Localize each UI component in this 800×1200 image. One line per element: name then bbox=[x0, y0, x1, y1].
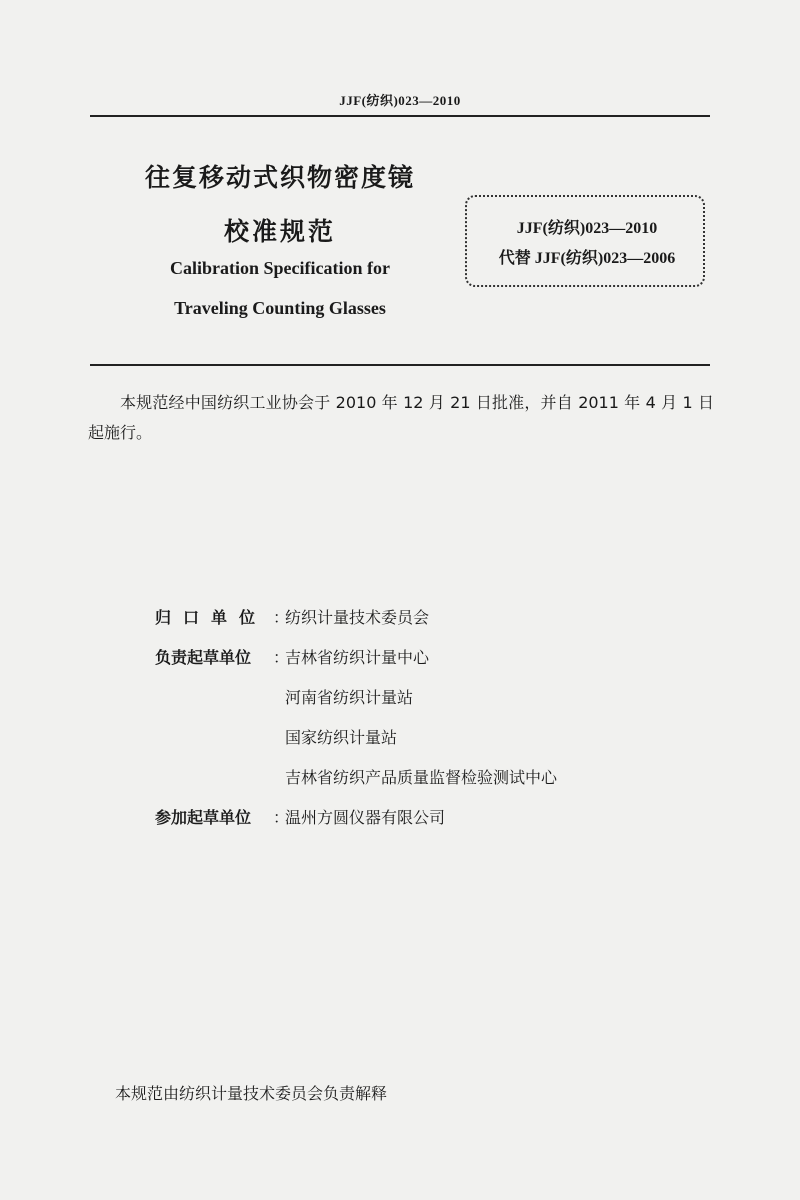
standard-code-box bbox=[465, 195, 705, 287]
unit-value-fz: 国家纺织计量站 bbox=[285, 728, 398, 747]
header-rule bbox=[90, 115, 710, 117]
title-chinese-line1: 往复移动式织物密度镜 bbox=[144, 163, 415, 192]
unit-colon: ： bbox=[273, 808, 290, 827]
unit-row-fz-1 bbox=[155, 645, 675, 685]
unit-value-fz: 吉林省纺织产品质量监督检验测试中心 bbox=[285, 768, 558, 787]
unit-label-cj: 参加起草单位 bbox=[155, 808, 252, 827]
interpretation-note: 本规范由纺织计量技术委员会负责解释 bbox=[115, 1084, 388, 1103]
unit-row-gk bbox=[155, 605, 675, 645]
title-chinese-line2: 校准规范 bbox=[223, 217, 336, 246]
unit-row-cj bbox=[155, 805, 675, 845]
unit-colon: ： bbox=[273, 648, 290, 667]
unit-colon: ： bbox=[273, 608, 290, 627]
unit-label-gk: 归口单位 bbox=[155, 608, 268, 627]
section-rule bbox=[90, 364, 710, 366]
approval-statement: 本规范经中国纺织工业协会于 2010 年 12 月 21 日批准，并自 2011 年 4 月 1 日起施行。 bbox=[88, 393, 714, 442]
title-english-line1: Calibration Specification for bbox=[170, 258, 390, 278]
unit-row-fz-4 bbox=[155, 765, 675, 805]
drafting-units bbox=[155, 605, 675, 845]
unit-value-fz: 吉林省纺织计量中心 bbox=[285, 648, 430, 667]
unit-value-cj: 温州方圆仪器有限公司 bbox=[285, 808, 446, 827]
unit-label-fz: 负责起草单位 bbox=[155, 648, 252, 667]
unit-row-fz-3 bbox=[155, 725, 675, 765]
unit-row-fz-2 bbox=[155, 685, 675, 725]
replaced-standard-code: 代替 JJF(纺织)023—2006 bbox=[498, 250, 676, 267]
standard-code: JJF(纺织)023—2010 bbox=[516, 220, 658, 237]
unit-value-gk: 纺织计量技术委员会 bbox=[285, 608, 430, 627]
running-header-code: JJF(纺织)023—2010 bbox=[339, 93, 461, 108]
title-english-line2: Traveling Counting Glasses bbox=[174, 298, 386, 318]
unit-value-fz: 河南省纺织计量站 bbox=[285, 688, 414, 707]
